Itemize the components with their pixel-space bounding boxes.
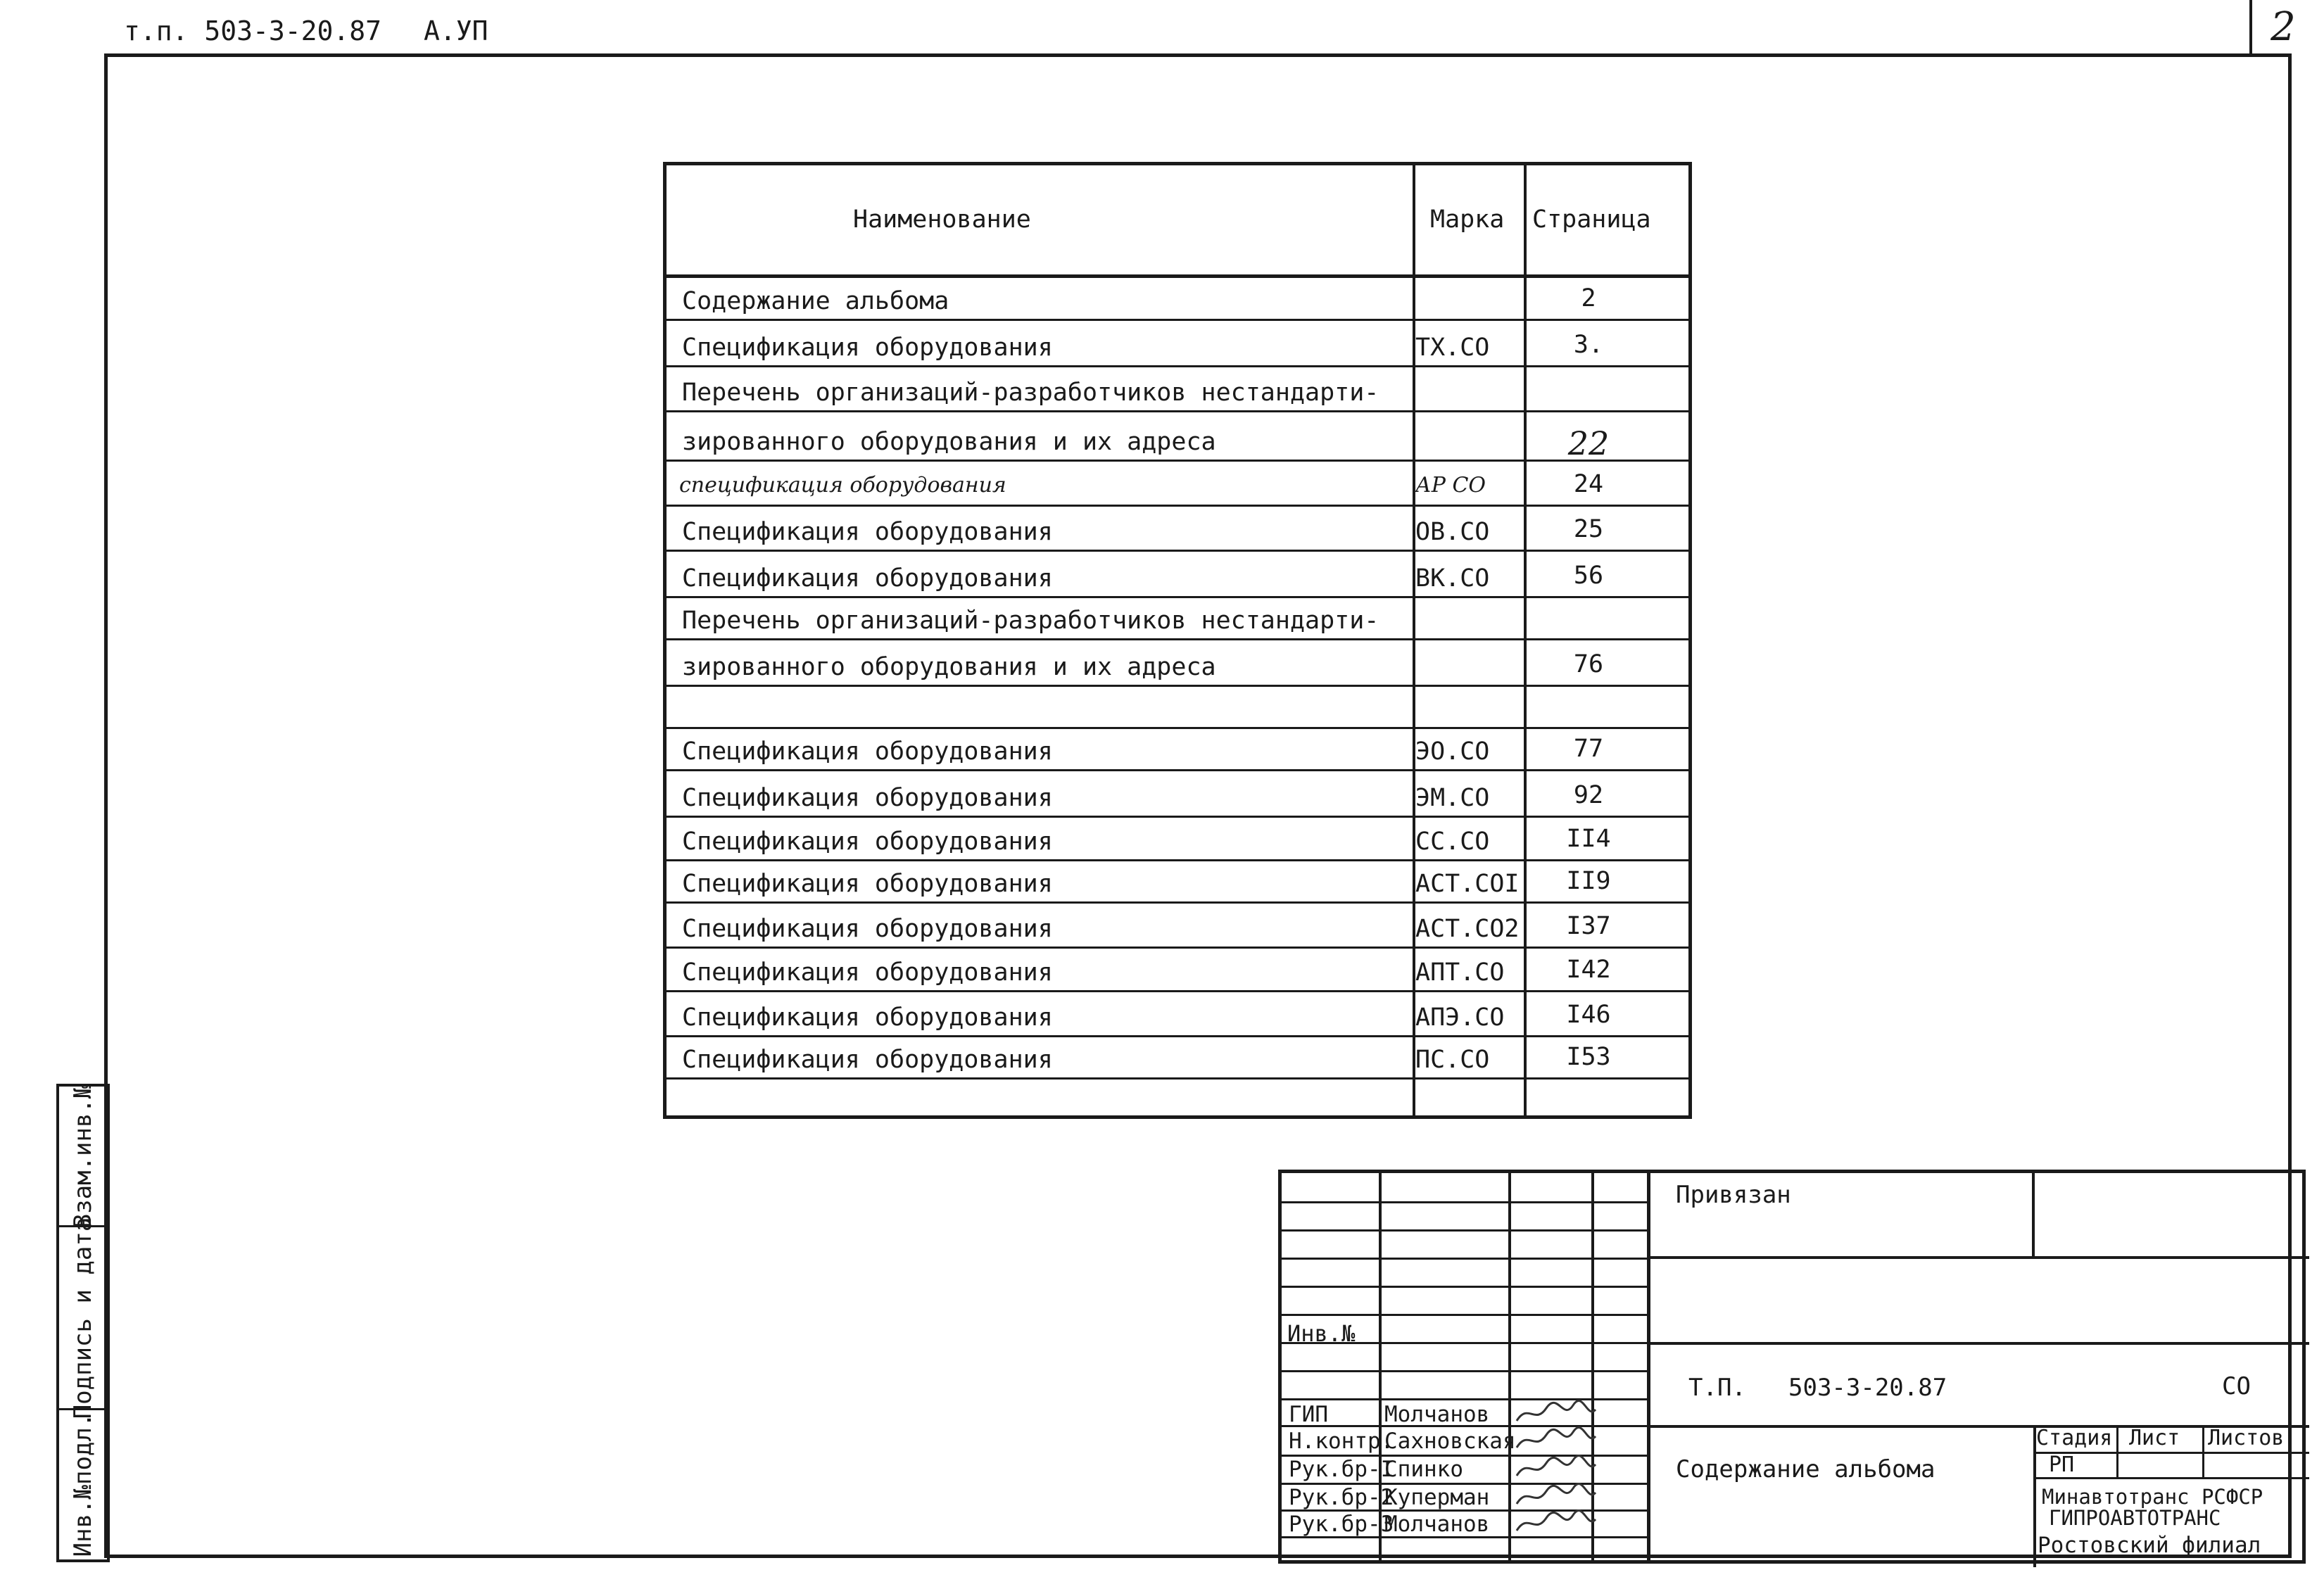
- column-header-page: Страница: [1532, 205, 1651, 234]
- row-name: Спецификация оборудования: [682, 870, 1053, 898]
- column-header-code: Марка: [1430, 205, 1505, 234]
- strip-cell-signature: [59, 1217, 107, 1419]
- stage-label: Стадия: [2036, 1426, 2113, 1450]
- row-divider: [667, 990, 1688, 992]
- row-page: 2: [1581, 284, 1596, 312]
- left-margin-strip: [56, 1084, 110, 1562]
- signer-role: Рук.бр-I: [1289, 1457, 1394, 1482]
- row-divider: [667, 638, 1688, 640]
- signer-name: Молчанов: [1384, 1402, 1490, 1427]
- grid-line: [1282, 1370, 1647, 1372]
- row-divider: [667, 947, 1688, 949]
- row-name: спецификация оборудования: [679, 473, 1006, 498]
- row-page: II9: [1566, 867, 1611, 895]
- row-divider: [667, 816, 1688, 818]
- row-name: Спецификация оборудования: [682, 737, 1053, 766]
- row-divider: [667, 505, 1688, 507]
- signer-role: Рук.бр-3: [1289, 1512, 1394, 1537]
- row-name: Спецификация оборудования: [682, 1004, 1053, 1032]
- row-page: 77: [1573, 735, 1604, 763]
- grid-line: [1282, 1314, 1647, 1316]
- sheets-label: Листов: [2208, 1426, 2285, 1450]
- signature-mark: [1514, 1509, 1598, 1543]
- strip-inv-original: Инв.№подл.: [69, 1412, 97, 1557]
- project-code: т.п. 503-3-20.87: [124, 15, 382, 46]
- row-name: Спецификация оборудования: [682, 915, 1053, 943]
- tb-divider: [2202, 1425, 2204, 1477]
- row-name: Спецификация оборудования: [682, 784, 1053, 812]
- row-page: I37: [1566, 912, 1611, 940]
- contents-table: [663, 162, 1692, 1119]
- tb-line: [2033, 1477, 2309, 1479]
- row-divider: [667, 769, 1688, 771]
- row-name: Содержание альбома: [682, 287, 949, 315]
- row-code: АР СО: [1415, 473, 1486, 498]
- org-line-1: Минавтотранс РСФСР: [2042, 1485, 2263, 1509]
- row-name: Спецификация оборудования: [682, 1046, 1053, 1074]
- grid-line: [1282, 1286, 1647, 1288]
- revision-grid: [1282, 1173, 1650, 1560]
- doc-title: Содержание альбома: [1676, 1455, 1935, 1483]
- row-divider: [667, 1035, 1688, 1037]
- inv-number-label: Инв.№: [1287, 1320, 1356, 1347]
- row-code: ТХ.СО: [1415, 334, 1490, 362]
- row-name: Перечень организаций-разработчиков нестандарти-: [682, 607, 1379, 635]
- row-name: зированного оборудования и их адреса: [682, 428, 1216, 456]
- row-page: 92: [1573, 781, 1604, 809]
- row-code: АСТ.СО2: [1415, 915, 1520, 943]
- sheet-label: Лист: [2129, 1426, 2180, 1450]
- signer-role: Рук.бр-2: [1289, 1485, 1394, 1510]
- row-divider: [667, 596, 1688, 598]
- row-divider: [667, 460, 1688, 462]
- tb-line: [1650, 1342, 2309, 1345]
- doc-code-prefix: Т.П.: [1688, 1374, 1746, 1402]
- row-name: Спецификация оборудования: [682, 958, 1053, 987]
- row-code: ЭМ.СО: [1415, 784, 1490, 812]
- row-page: 56: [1573, 562, 1604, 590]
- doc-code: 503-3-20.87: [1788, 1374, 1947, 1402]
- signer-role: Н.контр.: [1289, 1429, 1394, 1454]
- row-code: ПС.СО: [1415, 1046, 1490, 1074]
- row-divider: [667, 685, 1688, 687]
- doc-mark: СО: [2222, 1372, 2251, 1400]
- row-code: СС.СО: [1415, 828, 1490, 856]
- row-code: ВК.СО: [1415, 564, 1490, 593]
- signer-name: Сахновская: [1384, 1429, 1516, 1454]
- row-divider: [667, 859, 1688, 861]
- column-divider: [1524, 165, 1527, 1115]
- row-divider: [667, 1077, 1688, 1080]
- attached-divider: [2032, 1173, 2035, 1256]
- row-code: АПЭ.СО: [1415, 1004, 1505, 1032]
- grid-line: [1282, 1229, 1647, 1232]
- row-name: Спецификация оборудования: [682, 518, 1053, 546]
- row-code: ОВ.СО: [1415, 518, 1490, 546]
- grid-line: [1282, 1201, 1647, 1203]
- org-line-2: ГИПРОАВТОТРАНС: [2049, 1506, 2221, 1530]
- org-line-3: Ростовский филиал: [2038, 1533, 2261, 1558]
- strip-cell-inv: [59, 1410, 107, 1559]
- sheet-number: 2: [2249, 0, 2314, 55]
- attached-label: Привязан: [1676, 1181, 1791, 1209]
- row-divider: [667, 901, 1688, 904]
- row-divider: [667, 365, 1688, 367]
- signer-name: Куперман: [1384, 1485, 1490, 1510]
- contents-table-header: [667, 165, 1688, 278]
- row-name: Спецификация оборудования: [682, 828, 1053, 856]
- strip-replaces-inv: Взам.инв.№: [69, 1084, 97, 1228]
- row-page: 22: [1567, 424, 1610, 462]
- title-block: [1278, 1170, 2306, 1564]
- row-page: 76: [1573, 650, 1604, 678]
- album-code: А.УП: [424, 15, 488, 46]
- tb-line: [2033, 1452, 2309, 1454]
- row-page: I46: [1566, 1001, 1611, 1029]
- row-name: Спецификация оборудования: [682, 564, 1053, 593]
- row-name: Перечень организаций-разработчиков нестандарти-: [682, 379, 1379, 407]
- signer-name: Молчанов: [1384, 1512, 1490, 1537]
- strip-signature-date: Подпись и дата: [69, 1217, 97, 1419]
- row-divider: [667, 410, 1688, 412]
- row-page: II4: [1566, 825, 1611, 853]
- signer-role: ГИП: [1289, 1402, 1328, 1427]
- row-name: Спецификация оборудования: [682, 334, 1053, 362]
- row-divider: [667, 550, 1688, 552]
- row-code: ЭО.СО: [1415, 737, 1490, 766]
- tb-line: [1650, 1256, 2309, 1259]
- row-page: I42: [1566, 956, 1611, 984]
- row-name: зированного оборудования и их адреса: [682, 653, 1216, 681]
- row-code: АПТ.СО: [1415, 958, 1505, 987]
- row-divider: [667, 319, 1688, 321]
- row-page: 24: [1573, 470, 1604, 498]
- row-code: АСТ.СОI: [1415, 870, 1520, 898]
- grid-line: [1282, 1258, 1647, 1260]
- row-divider: [667, 727, 1688, 729]
- row-page: 3.: [1573, 331, 1604, 359]
- row-page: I53: [1566, 1043, 1611, 1071]
- signer-name: Спинко: [1384, 1457, 1463, 1482]
- column-header-name: Наименование: [853, 205, 1031, 234]
- tb-divider: [2116, 1425, 2118, 1477]
- strip-cell-replaces: [59, 1084, 107, 1228]
- stage-value: РП: [2049, 1452, 2075, 1477]
- row-page: 25: [1573, 515, 1604, 543]
